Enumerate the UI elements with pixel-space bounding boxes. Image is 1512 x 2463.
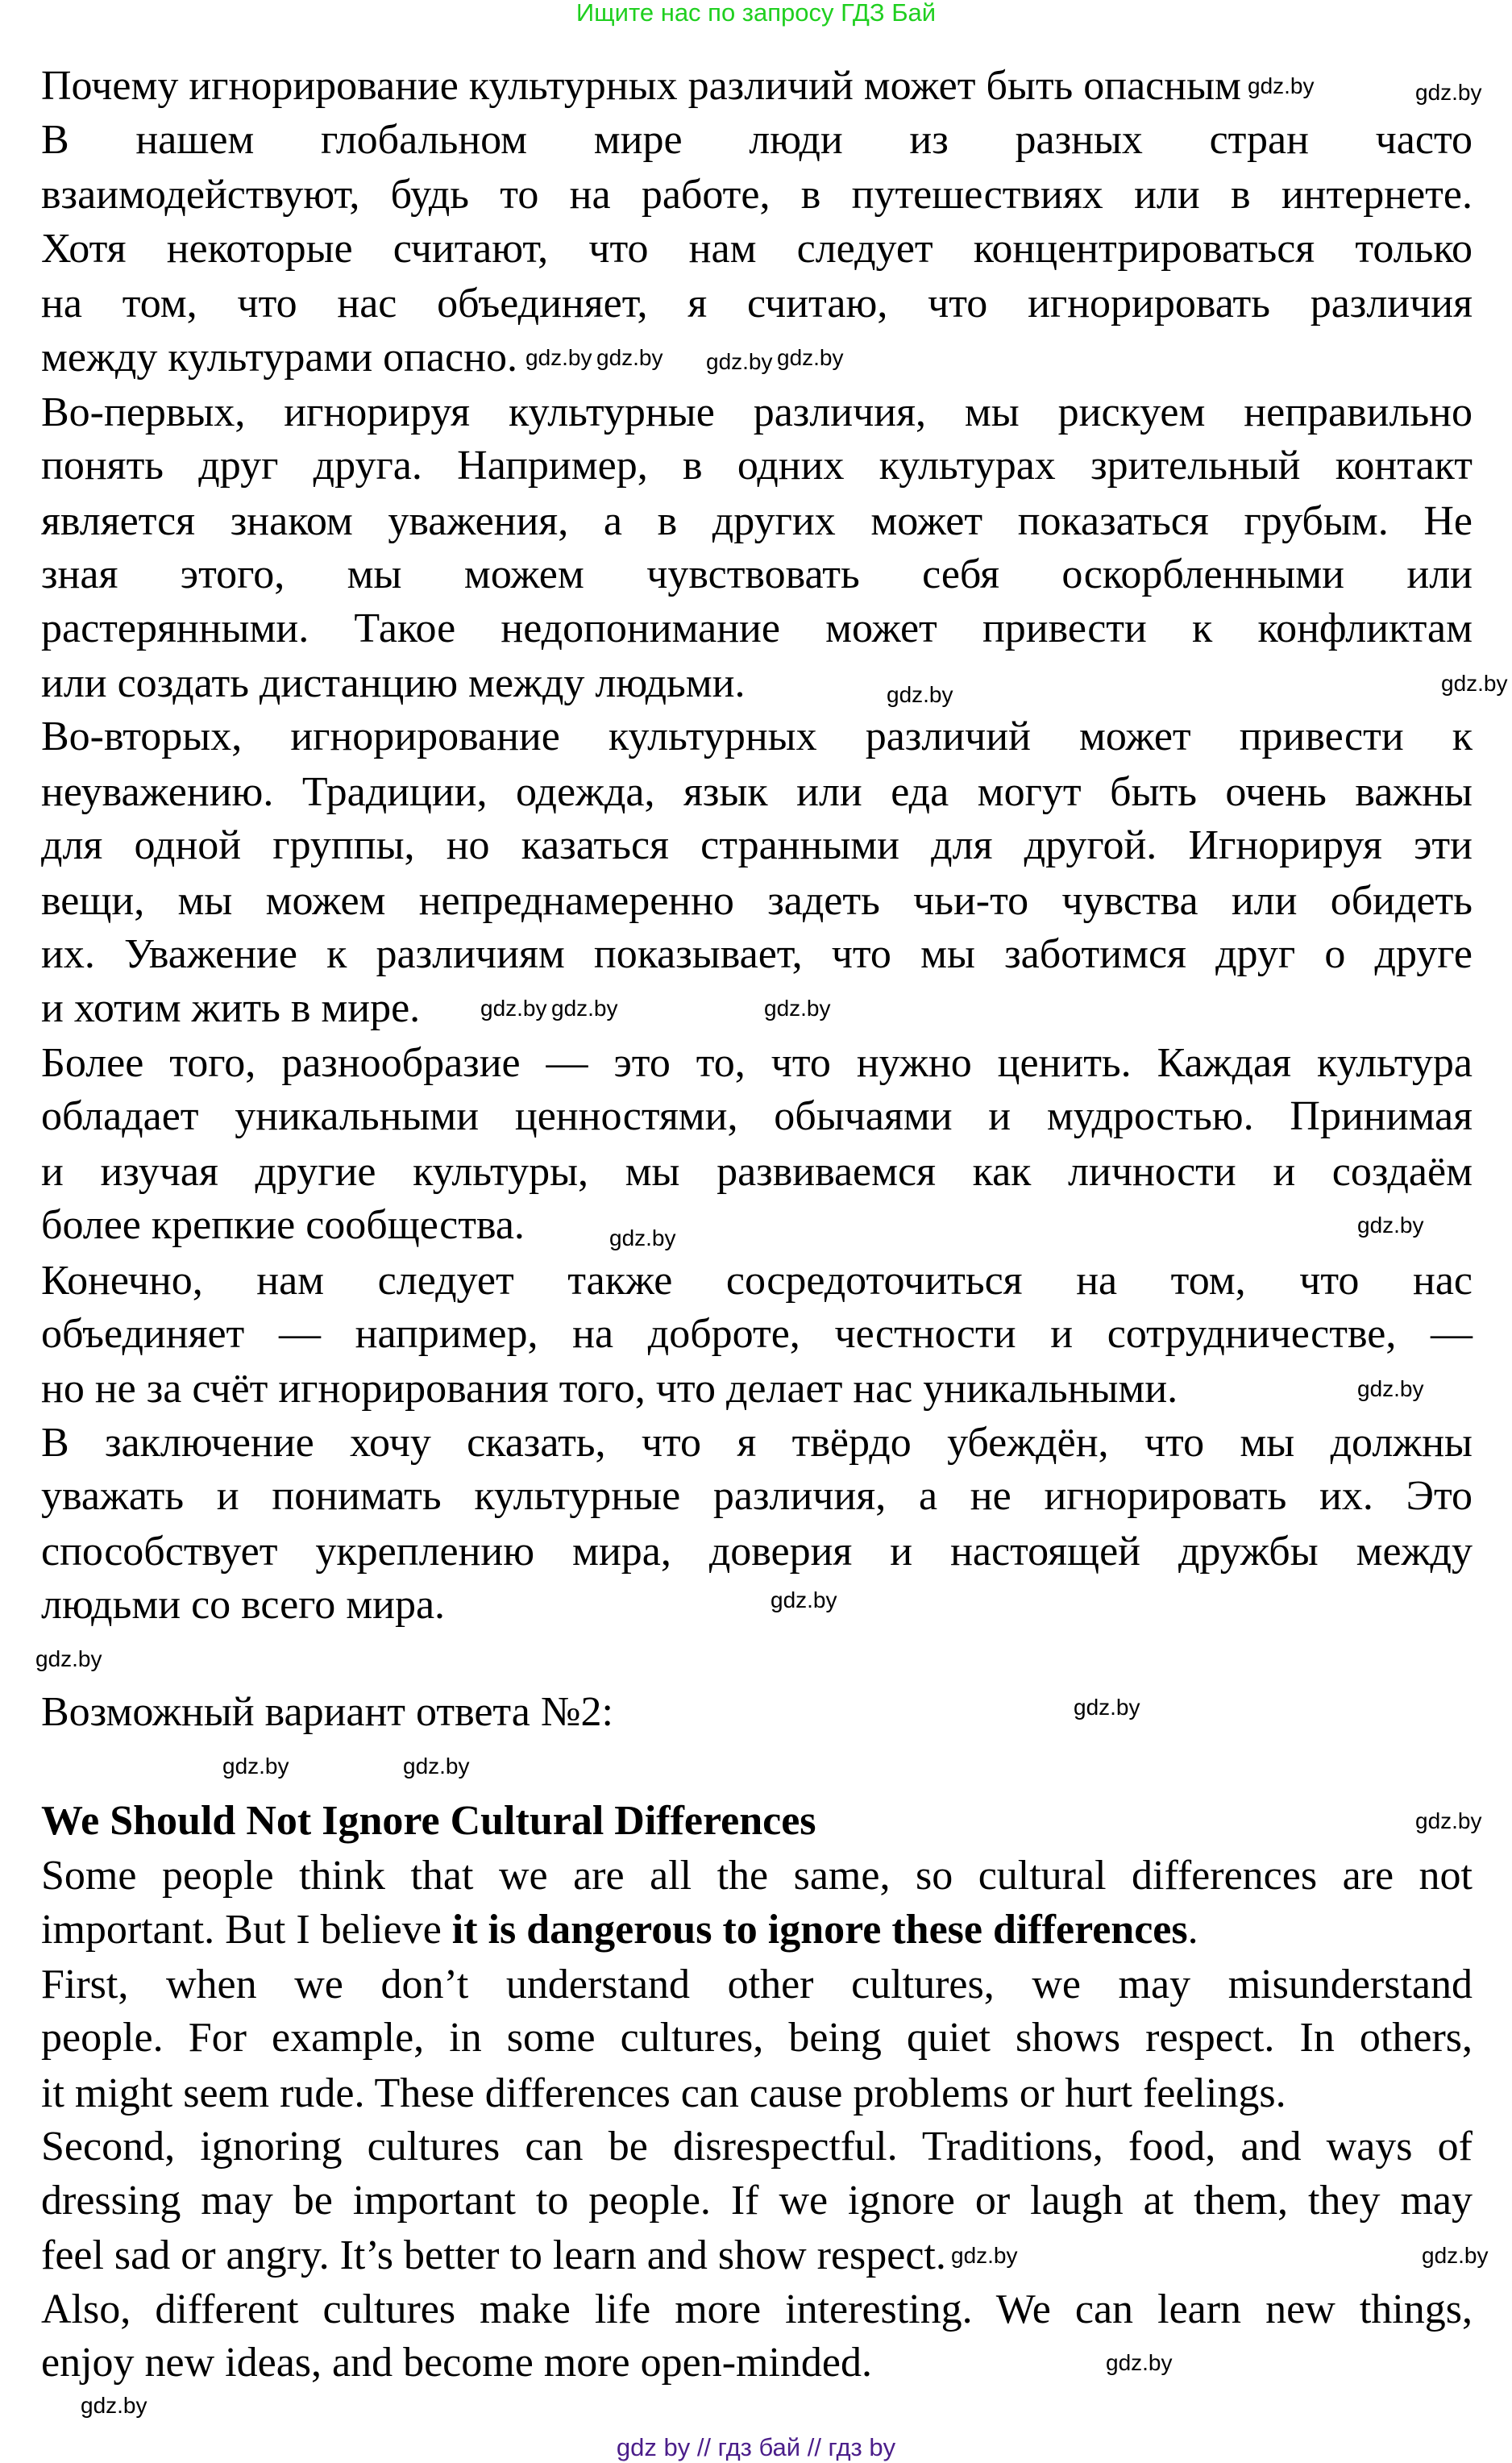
text-line-content	[41, 2068, 1286, 2120]
text-line-content	[41, 549, 1473, 601]
text-segment: более крепкие сообщества.	[41, 1202, 525, 1249]
text-line	[41, 929, 1473, 980]
text-line	[41, 1850, 1473, 1902]
text-line	[41, 603, 1473, 655]
text-line	[41, 387, 1473, 439]
text-line	[41, 1091, 1473, 1142]
text-segment: уважать и понимать культурные различия, а не игнорировать их. Это	[41, 1473, 1473, 1520]
text-line-content	[41, 1850, 1473, 1902]
text-line	[41, 2121, 1473, 2173]
text-line-content	[41, 711, 1473, 763]
text-line-content	[41, 603, 1473, 655]
text-line-content	[41, 60, 1241, 112]
text-line-content	[41, 2121, 1473, 2173]
text-line-content	[41, 278, 1473, 330]
text-segment: обладает уникальными ценностями, обычаями и мудростью. Принимая	[41, 1093, 1473, 1140]
bottom-banner	[0, 2433, 1512, 2462]
text-line-content	[41, 2175, 1473, 2227]
text-line	[41, 223, 1473, 275]
text-line-content	[41, 983, 420, 1034]
text-line-content	[41, 2230, 946, 2282]
text-segment: it is dangerous to ignore these differences	[451, 1906, 1188, 1953]
text-line-content	[41, 1363, 1178, 1415]
text-line-content	[41, 2284, 1473, 2336]
text-line	[41, 1200, 1473, 1251]
text-line	[41, 114, 1473, 166]
text-line-content	[41, 440, 1473, 492]
text-segment: и хотим жить в мире.	[41, 984, 421, 1031]
text-line-content	[41, 2337, 872, 2389]
text-line	[41, 2230, 1473, 2282]
text-line	[41, 711, 1473, 763]
watermark: gdz.by	[1422, 2243, 1489, 2269]
text-line	[41, 2012, 1473, 2064]
watermark: gdz.by	[1248, 73, 1315, 99]
text-segment: их. Уважение к различиям показывает, что мы заботимся друг о друге	[41, 931, 1473, 978]
text-line-content	[41, 658, 746, 709]
text-segment: В нашем глобальном мире люди из разных стран часто	[41, 116, 1473, 163]
watermark: gdz.by	[1106, 2350, 1173, 2375]
text-segment: Почему игнорирование культурных различий может быть опасным	[41, 63, 1241, 110]
text-segment: объединяет — например, на доброте, честности и сотрудничестве, —	[41, 1311, 1473, 1358]
text-segment: Возможный вариант ответа №2:	[41, 1688, 613, 1735]
watermark: gdz.by	[706, 349, 773, 375]
english-title	[41, 1795, 1473, 1847]
watermark: gdz.by	[35, 1646, 102, 1671]
text-line	[41, 1038, 1473, 1089]
text-segment: Some people think that we are all the same, so cultural differences are not	[41, 1853, 1473, 1899]
text-line	[41, 549, 1473, 601]
text-segment: зная этого, мы можем чувствовать себя оскорбленными или	[41, 551, 1473, 598]
top-banner-text: Ищите нас по запросу ГДЗ Бай	[575, 0, 937, 27]
text-line	[41, 876, 1473, 927]
watermark: gdz.by	[1441, 671, 1508, 697]
text-line-content	[41, 1255, 1473, 1307]
text-line	[41, 820, 1473, 872]
text-line	[41, 2068, 1473, 2120]
text-line-content	[41, 1471, 1473, 1522]
text-line-content	[41, 387, 1473, 439]
text-line-content	[41, 1146, 1473, 1198]
text-segment: между культурами опасно.	[41, 334, 517, 381]
text-segment: является знаком уважения, а в других может показаться грубым. Не	[41, 497, 1473, 544]
text-segment: We Should Not Ignore Cultural Differences	[41, 1797, 816, 1844]
text-line	[41, 2284, 1473, 2336]
text-line	[41, 983, 1473, 1034]
watermark: gdz.by	[551, 995, 618, 1021]
text-line-content	[41, 1091, 1473, 1142]
watermark: gdz.by	[609, 1225, 676, 1250]
text-line-content	[41, 1795, 816, 1847]
text-segment: растерянными. Такое недопонимание может привести к конфликтам	[41, 605, 1473, 651]
text-line-content	[41, 332, 517, 384]
text-line	[41, 1904, 1473, 1956]
text-line	[41, 1255, 1473, 1307]
text-segment: или создать дистанцию между людьми.	[41, 660, 746, 707]
text-segment: .	[1187, 1906, 1198, 1953]
watermark: gdz.by	[764, 995, 831, 1021]
text-segment: Конечно, нам следует также сосредоточиться на том, что нас	[41, 1257, 1473, 1304]
watermark: gdz.by	[1357, 1213, 1424, 1238]
watermark: gdz.by	[1074, 1695, 1140, 1720]
watermark: gdz.by	[887, 681, 953, 707]
text-line	[41, 1526, 1473, 1578]
watermark: gdz.by	[951, 2243, 1018, 2269]
text-line-content	[41, 496, 1473, 547]
text-line-content	[41, 1526, 1473, 1578]
text-line-content	[41, 876, 1473, 927]
text-line-content	[41, 223, 1473, 275]
text-line	[41, 1959, 1473, 2011]
watermark: gdz.by	[777, 344, 844, 370]
text-line	[41, 2175, 1473, 2227]
text-segment: для одной группы, но казаться странными для другой. Игнорируя эти	[41, 822, 1473, 869]
text-segment: Second, ignoring cultures can be disrespectful. Traditions, food, and ways of	[41, 2124, 1473, 2170]
text-line	[41, 767, 1473, 818]
text-line-content	[41, 767, 1473, 818]
text-segment: Во-первых, игнорируя культурные различия, мы рискуем неправильно	[41, 389, 1473, 435]
text-line	[41, 1363, 1473, 1415]
text-line-content	[41, 2012, 1473, 2064]
text-segment: на том, что нас объединяет, я считаю, что игнорировать различия	[41, 281, 1473, 327]
text-line-content	[41, 1959, 1473, 2011]
text-line	[41, 658, 1473, 709]
text-segment: enjoy new ideas, and become more open-minded.	[41, 2340, 872, 2386]
text-line-content	[41, 1687, 613, 1738]
text-line-content	[41, 1200, 525, 1251]
bottom-banner-text: gdz by // гдз бай // гдз by	[616, 2433, 896, 2461]
text-line-content	[41, 114, 1473, 166]
text-line	[41, 1308, 1473, 1360]
text-segment: Во-вторых, игнорирование культурных различий может привести к	[41, 714, 1473, 760]
text-segment: способствует укреплению мира, доверия и настоящей дружбы между	[41, 1528, 1473, 1575]
watermark: gdz.by	[1415, 80, 1482, 106]
text-line-content	[41, 1579, 445, 1631]
text-segment: вещи, мы можем непреднамеренно задеть чьи-то чувства или обидеть	[41, 877, 1473, 924]
text-segment: it might seem rude. These differences can cause problems or hurt feelings.	[41, 2070, 1286, 2116]
text-segment: First, when we don’t understand other cultures, we may misunderstand	[41, 1962, 1473, 2008]
text-segment: feel sad or angry. It’s better to learn and show respect.	[41, 2232, 946, 2279]
text-segment: important. But I believe	[41, 1906, 452, 1953]
text-line-content	[41, 1904, 1198, 1956]
text-segment: и изучая другие культуры, мы развиваемся как личности и создаём	[41, 1148, 1473, 1195]
variant-heading	[41, 1687, 1473, 1738]
watermark: gdz.by	[525, 344, 592, 370]
text-segment: В заключение хочу сказать, что я твёрдо убеждён, что мы должны	[41, 1419, 1473, 1466]
text-line	[41, 1146, 1473, 1198]
watermark: gdz.by	[1415, 1808, 1482, 1833]
text-line	[41, 2337, 1473, 2389]
text-segment: взаимодействуют, будь то на работе, в путешествиях или в интернете.	[41, 172, 1473, 218]
text-line	[41, 1471, 1473, 1522]
watermark: gdz.by	[480, 995, 547, 1021]
text-line	[41, 169, 1473, 221]
text-segment: людьми со всего мира.	[41, 1582, 446, 1629]
text-line-content	[41, 1308, 1473, 1360]
watermark: gdz.by	[403, 1754, 470, 1779]
watermark: gdz.by	[596, 344, 663, 370]
text-line	[41, 278, 1473, 330]
text-segment: Более того, разнообразие — это то, что нужно ценить. Каждая культура	[41, 1039, 1473, 1086]
text-segment: Also, different cultures make life more interesting. We can learn new things,	[41, 2286, 1473, 2332]
watermark: gdz.by	[1357, 1376, 1424, 1402]
text-line	[41, 1579, 1473, 1631]
text-segment: people. For example, in some cultures, being quiet shows respect. In others,	[41, 2015, 1473, 2062]
text-segment: неуважению. Традиции, одежда, язык или еда могут быть очень важны	[41, 768, 1473, 815]
text-segment: но не за счёт игнорирования того, что делает нас уникальными.	[41, 1366, 1178, 1412]
text-line-content	[41, 169, 1473, 221]
top-banner	[0, 0, 1512, 27]
text-line-content	[41, 1038, 1473, 1089]
text-line-content	[41, 1417, 1473, 1469]
watermark: gdz.by	[81, 2392, 147, 2418]
text-line	[41, 496, 1473, 547]
watermark: gdz.by	[771, 1587, 837, 1613]
text-segment: Хотя некоторые считают, что нам следует концентрироваться только	[41, 225, 1473, 272]
text-segment: dressing may be important to people. If we ignore or laugh at them, they may	[41, 2177, 1473, 2224]
text-line	[41, 1417, 1473, 1469]
text-line-content	[41, 929, 1473, 980]
text-line	[41, 440, 1473, 492]
watermark: gdz.by	[222, 1754, 289, 1779]
text-segment: понять друг друга. Например, в одних культурах зрительный контакт	[41, 443, 1473, 489]
text-line-content	[41, 820, 1473, 872]
